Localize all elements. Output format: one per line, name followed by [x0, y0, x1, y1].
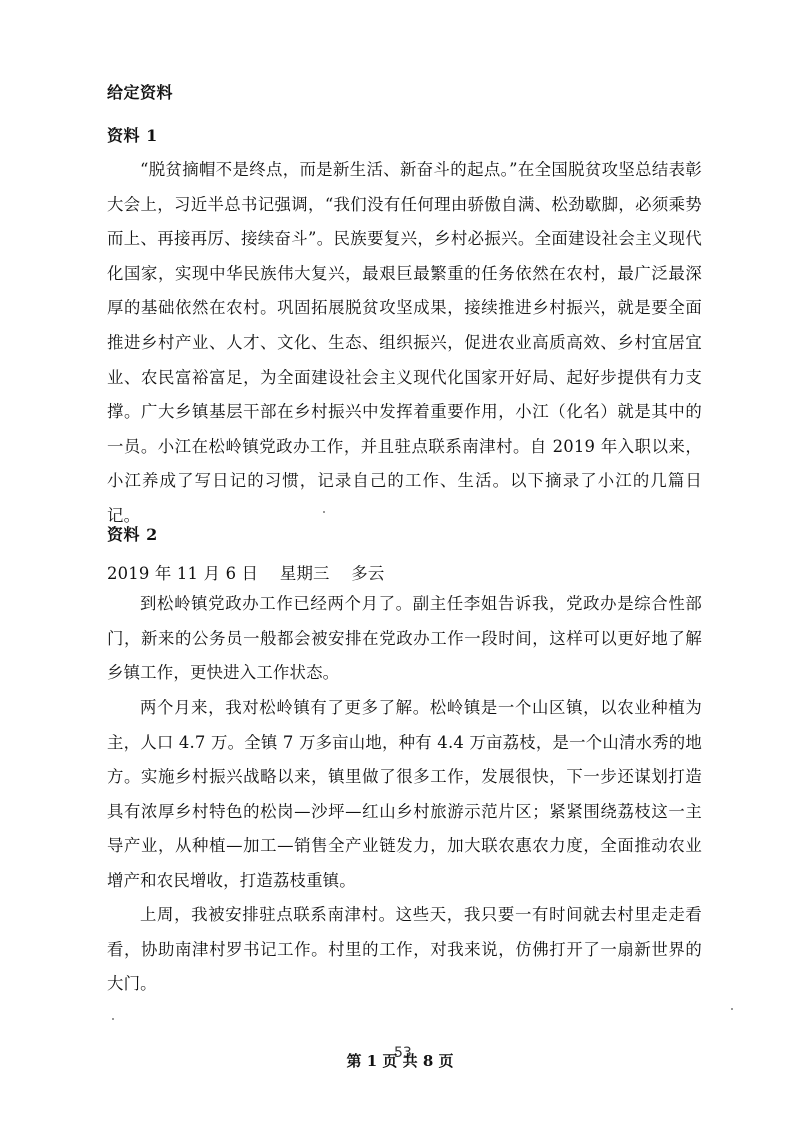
page-stamp-number: 53	[394, 1045, 412, 1061]
diary-weekday: 星期三	[279, 564, 330, 583]
diary-weather: 多云	[351, 564, 385, 583]
scan-speck	[731, 1008, 733, 1010]
material-2-heading: 资料 2	[107, 525, 158, 544]
page-footer	[0, 1050, 800, 1071]
diary-paragraph: 两个月来，我对松岭镇有了更多了解。松岭镇是一个山区镇，以农业种植为主，人口 4.7 万。全镇 7 万多亩山地，种有 4.4 万亩荔枝，是一个山清水秀的地方。实施乡村振兴战略以来，镇里做了很多工作，发展很快，下一步还谋划打造具有浓厚乡村特色的松岗—沙坪—红山乡村旅游示范片区；紧紧围绕荔枝这一主导产业，从种植—加工—销售全产业链发力，加大联农惠农力度，全面推动农业增产和农民增收，打造荔枝重镇。	[107, 698, 702, 890]
diary-dateline	[107, 560, 384, 584]
scan-speck	[323, 511, 325, 513]
scan-speck	[112, 1018, 114, 1020]
page-number: 第 1 页	[346, 1052, 398, 1070]
diary-paragraph: 到松岭镇党政办工作已经两个月了。副主任李姐告诉我，党政办是综合性部门，新来的公务员一般都会被安排在党政办工作一段时间，这样可以更好地了解乡镇工作，更快进入工作状态。	[107, 594, 702, 683]
material-1-paragraph: “脱贫摘帽不是终点，而是新生活、新奋斗的起点。”在全国脱贫攻坚总结表彰大会上，习近半总书记强调，“我们没有任何理由骄傲自满、松劲歇脚，必须乘势而上、再接再厉、接续奋斗”。民族要复兴，乡村必振兴。全面建设社会主义现代化国家，实现中华民族伟大复兴，最艰巨最繁重的任务依然在农村，最广泛最深厚的基础依然在农村。巩固拓展脱贫攻坚成果，接续推进乡村振兴，就是要全面推进乡村产业、人才、文化、生态、组织振兴，促进农业高质高效、乡村宜居宜业、农民富裕富足，为全面建设社会主义现代化国家开好局、起好步提供有力支撑。广大乡镇基层干部在乡村振兴中发挥着重要作用，小江（化名）就是其中的一员。小江在松岭镇党政办工作，并且驻点联系南津村。自 2019 年入职以来，小江养成了写日记的习惯，记录自己的工作、生活。以下摘录了小江的几篇日记。	[107, 160, 702, 525]
section-title: 给定资料	[107, 83, 174, 102]
material-1-heading: 资料 1	[107, 126, 158, 145]
page-total: 共 8 页	[402, 1052, 454, 1070]
diary-paragraph: 上周，我被安排驻点联系南津村。这些天，我只要一有时间就去村里走走看看，协助南津村罗书记工作。村里的工作，对我来说，仿佛打开了一扇新世界的大门。	[107, 905, 702, 994]
diary-date: 2019 年 11 月 6 日	[107, 564, 259, 583]
